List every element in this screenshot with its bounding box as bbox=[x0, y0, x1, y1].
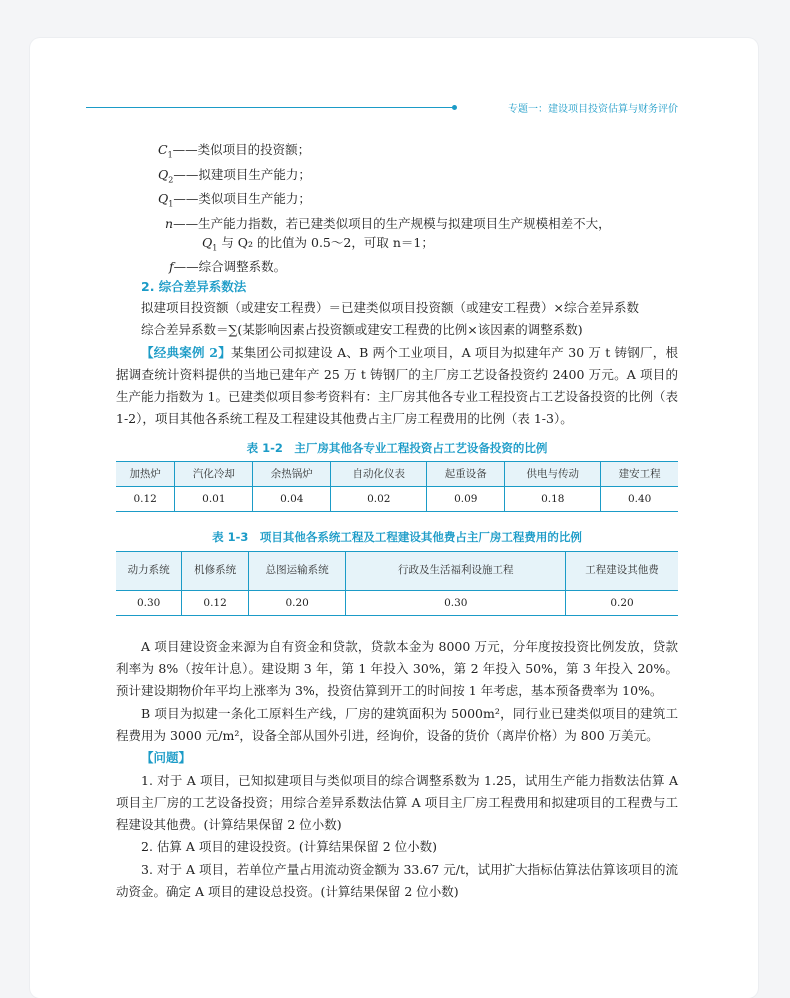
def-q1: $Q_1——$类似项目生产能力； bbox=[158, 191, 311, 209]
definitions-list bbox=[158, 140, 678, 276]
table-header-cell: 汽化冷却 bbox=[175, 461, 253, 486]
formula-1: 拟建项目投资额（或建安工程费）＝已建类似项目投资额（或建安工程费）×综合差异系数 bbox=[141, 300, 639, 315]
table-header-cell: 起重设备 bbox=[427, 461, 505, 486]
def-f: f——综合调整系数。 bbox=[169, 259, 287, 274]
page-content bbox=[116, 140, 678, 903]
table-cell: 0.04 bbox=[253, 486, 331, 511]
header-rule bbox=[86, 107, 454, 108]
question-1: 1. 对于 A 项目，已知拟建项目与类似项目的综合调整系数为 1.25，试用生产能力指数法估算 A 项目主厂房的工艺设备投资；用综合差异系数法估算 A 项目主厂房工程费用和拟建项目的工程费与工程建设其他费。(计算结果保留 2 位小数) bbox=[116, 772, 678, 833]
case-text: 某集团公司拟建设 A、B 两个工业项目，A 项目为拟建年产 30 万 t 铸钢厂，根据调查统计资料提供的当地已建年产 25 万 t 铸钢厂的主厂房工艺设备投资约 2400 万元。A 项目的生产能力指数为 1。已建类似项目参考资料有：主厂房其他各专业工程投资占工艺设备投资的比例（表 1-2），项目其他各系统工程及工程建设其他费占主厂房工程费用的比例（表 1-3）。 bbox=[116, 344, 678, 427]
table-cell: 0.18 bbox=[505, 486, 601, 511]
def-f-text: 综合调整系数。 bbox=[198, 259, 287, 274]
formula-2: 综合差异系数＝∑(某影响因素占投资额或建安工程费的比例×该因素的调整系数) bbox=[141, 322, 583, 338]
project-b-paragraph: B 项目为拟建一条化工原料生产线，厂房的建筑面积为 5000m²，同行业已建类似项目的建筑工程费用为 3000 元/m²，设备全部从国外引进，经询价，设备的货价（离岸价格）为 800 万美元。 bbox=[116, 705, 678, 743]
table-header-row bbox=[116, 551, 678, 590]
table-header-cell: 动力系统 bbox=[127, 564, 170, 577]
table-cell: 0.02 bbox=[331, 486, 427, 511]
table-1-3 bbox=[116, 551, 678, 616]
running-header bbox=[86, 100, 678, 114]
table-header-cell: 自动化仪表 bbox=[331, 461, 427, 486]
table-header-cell: 总图运输系统 bbox=[248, 551, 346, 590]
table-cell: 0.12 bbox=[133, 492, 157, 505]
table-row bbox=[116, 590, 678, 615]
def-n-cont-text: 与 Q₂ 的比值为 0.5～2，可取 n＝1； bbox=[221, 234, 434, 250]
table-header-row bbox=[116, 461, 678, 486]
table-cell: 0.01 bbox=[175, 486, 253, 511]
table-header-cell: 机修系统 bbox=[182, 551, 249, 590]
questions-label: 【问题】 bbox=[141, 750, 192, 766]
table3-title: 表 1-3 项目其他各系统工程及工程建设其他费占主厂房工程费用的比例 bbox=[212, 529, 582, 544]
case-paragraph bbox=[116, 342, 678, 431]
def-n-text: 生产能力指数，若已建类似项目的生产规模与拟建项目生产规模相差不大， bbox=[198, 215, 611, 231]
question-3: 3. 对于 A 项目，若单位产量占用流动资金额为 33.67 元/t，试用扩大指标估算法估算该项目的流动资金。确定 A 项目的建设总投资。(计算结果保留 2 位小数) bbox=[116, 861, 678, 900]
table-1-2 bbox=[116, 461, 678, 512]
table-cell: 0.30 bbox=[136, 596, 161, 609]
running-title: 专题一：建设项目投资估算与财务评价 bbox=[508, 104, 678, 115]
def-n-cont: $Q_1$ 与 Q₂ 的比值为 0.5～2，可取 n＝1； bbox=[202, 234, 434, 252]
table-header-cell: 工程建设其他费 bbox=[566, 551, 678, 590]
def-n: n——生产能力指数，若已建类似项目的生产规模与拟建项目生产规模相差不大， bbox=[165, 215, 611, 231]
def-q1-text: 类似项目生产能力； bbox=[198, 191, 311, 206]
case-label: 【经典案例 2】 bbox=[141, 344, 231, 360]
table-cell: 0.30 bbox=[346, 590, 566, 615]
table-cell: 0.09 bbox=[427, 486, 505, 511]
table-cell: 0.20 bbox=[566, 590, 678, 615]
table-cell: 0.12 bbox=[182, 590, 249, 615]
def-c1-text: 类似项目的投资额； bbox=[197, 142, 311, 157]
project-a-paragraph: A 项目建设资金来源为自有资金和贷款，贷款本金为 8000 万元，分年度按投资比例发放，贷款利率为 8%（按年计息）。建设期 3 年，第 1 年投入 30%，第 2 年投入 50%，第 3 年投入 20%。预计建设期物价年平均上涨率为 3%，投资估算到开工的时间按 1 年考虑，基本预备费率为 10%。 bbox=[116, 638, 678, 699]
def-q2-text: 拟建项目生产能力； bbox=[198, 166, 311, 182]
header-rule-dot bbox=[452, 105, 457, 110]
table-header-cell: 建安工程 bbox=[601, 461, 678, 486]
table-header-cell: 加热炉 bbox=[129, 468, 161, 481]
def-c1: $C_1——$类似项目的投资额； bbox=[158, 142, 311, 160]
def-q2: $Q_2——$拟建项目生产能力； bbox=[158, 166, 311, 184]
question-2: 2. 估算 A 项目的建设投资。(计算结果保留 2 位小数) bbox=[141, 839, 438, 855]
table-cell: 0.20 bbox=[248, 590, 346, 615]
table2-title: 表 1-2 主厂房其他各专业工程投资占工艺设备投资的比例 bbox=[246, 440, 548, 455]
table-row bbox=[116, 486, 678, 511]
table-cell: 0.40 bbox=[601, 486, 678, 511]
section-heading: 2. 综合差异系数法 bbox=[141, 279, 247, 294]
questions-heading bbox=[116, 747, 678, 769]
table-header-cell: 供电与传动 bbox=[505, 461, 601, 486]
table-header-cell: 行政及生活福利设施工程 bbox=[346, 551, 566, 590]
table-header-cell: 余热锅炉 bbox=[253, 461, 331, 486]
